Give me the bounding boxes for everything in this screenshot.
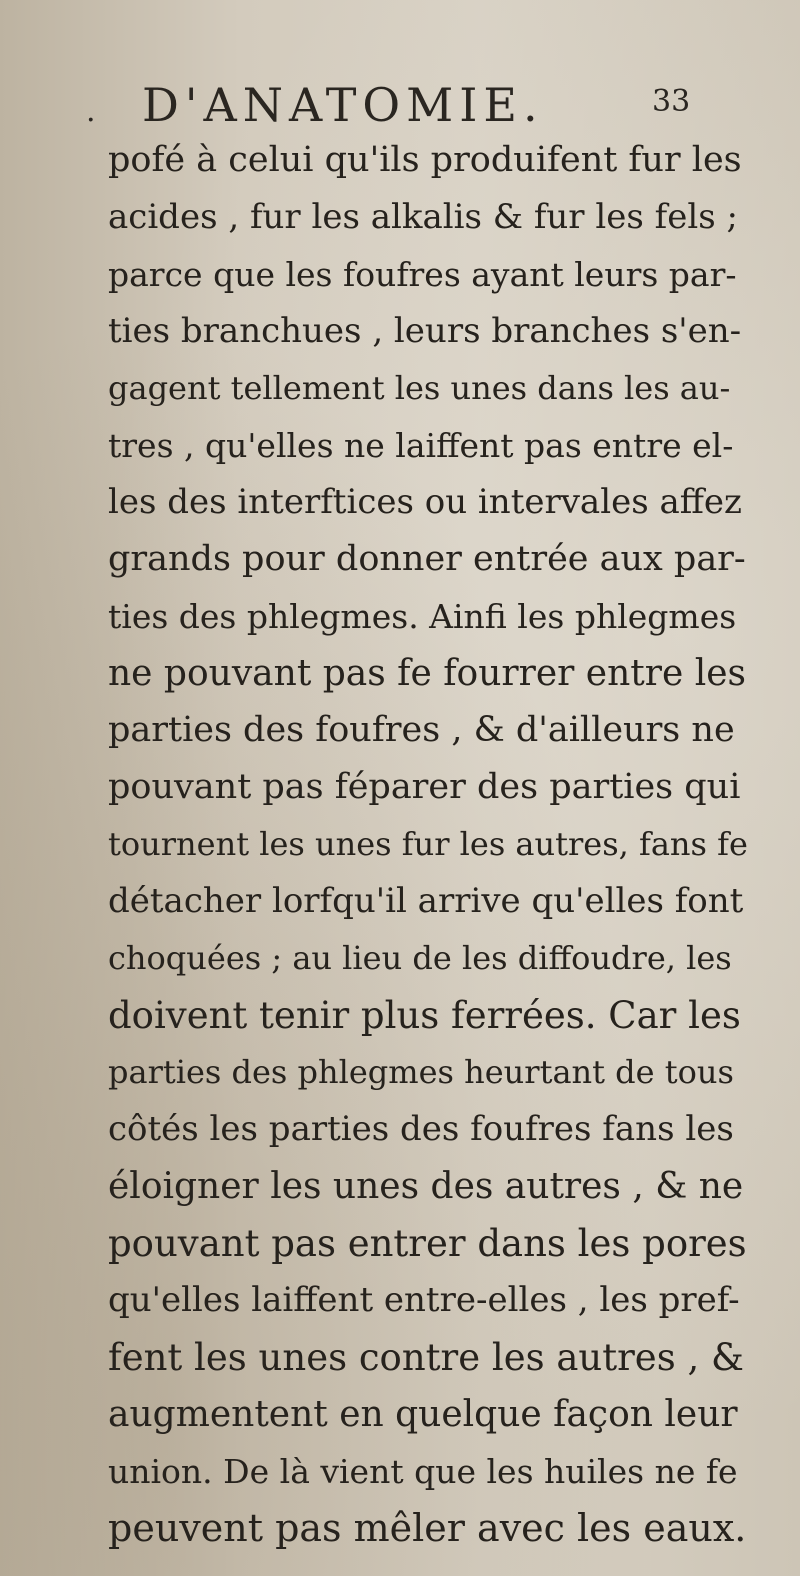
- text-line: choquées ; au lieu de les diffoudre, les: [108, 939, 732, 977]
- text-line: fent les unes contre les autres , &: [108, 1336, 744, 1379]
- text-line: ties branchues , leurs branches s'en-: [108, 311, 742, 351]
- text-line: acides , fur les alkalis & fur les fels ;: [108, 197, 738, 237]
- text-line: pofé à celui qu'ils produifent fur les: [108, 140, 742, 180]
- text-line: côtés les parties des foufres fans les: [108, 1109, 734, 1149]
- text-line: qu'elles laiffent entre-elles , les pref-: [108, 1280, 740, 1320]
- text-line: éloigner les unes des autres , & ne: [108, 1166, 744, 1207]
- text-line: les des interftices ou intervales affez: [108, 482, 742, 522]
- text-line: grands pour donner entrée aux par-: [108, 539, 746, 579]
- text-line: doivent tenir plus ferrées. Car les: [108, 994, 741, 1037]
- text-line: parce que les foufres ayant leurs par-: [108, 255, 737, 294]
- running-head: [0, 78, 800, 138]
- page-number: 33: [652, 84, 691, 119]
- text-line: parties des phlegmes heurtant de tous: [108, 1053, 734, 1091]
- header-mark: .: [86, 94, 96, 129]
- text-line: augmentent en quelque façon leur: [108, 1394, 738, 1435]
- text-line: ne pouvant pas fe fourrer entre les: [108, 653, 746, 694]
- page-title: D'ANATOMIE.: [142, 78, 544, 132]
- text-line: détacher lorfqu'il arrive qu'elles font: [108, 881, 744, 921]
- text-line: pouvant pas entrer dans les pores: [108, 1222, 747, 1265]
- text-line: tres , qu'elles ne laiffent pas entre el-: [108, 426, 734, 465]
- text-line: ties des phlegmes. Ainfi les phlegmes: [108, 597, 737, 636]
- text-line: peuvent pas mêler avec les eaux.: [108, 1506, 747, 1550]
- text-line: pouvant pas féparer des parties qui: [108, 767, 741, 807]
- text-line: parties des foufres , & d'ailleurs ne: [108, 710, 735, 750]
- text-line: union. De là vient que les huiles ne fe: [108, 1452, 738, 1491]
- text-line: tournent les unes fur les autres, fans fe: [108, 825, 748, 863]
- text-line: gagent tellement les unes dans les au-: [108, 369, 731, 407]
